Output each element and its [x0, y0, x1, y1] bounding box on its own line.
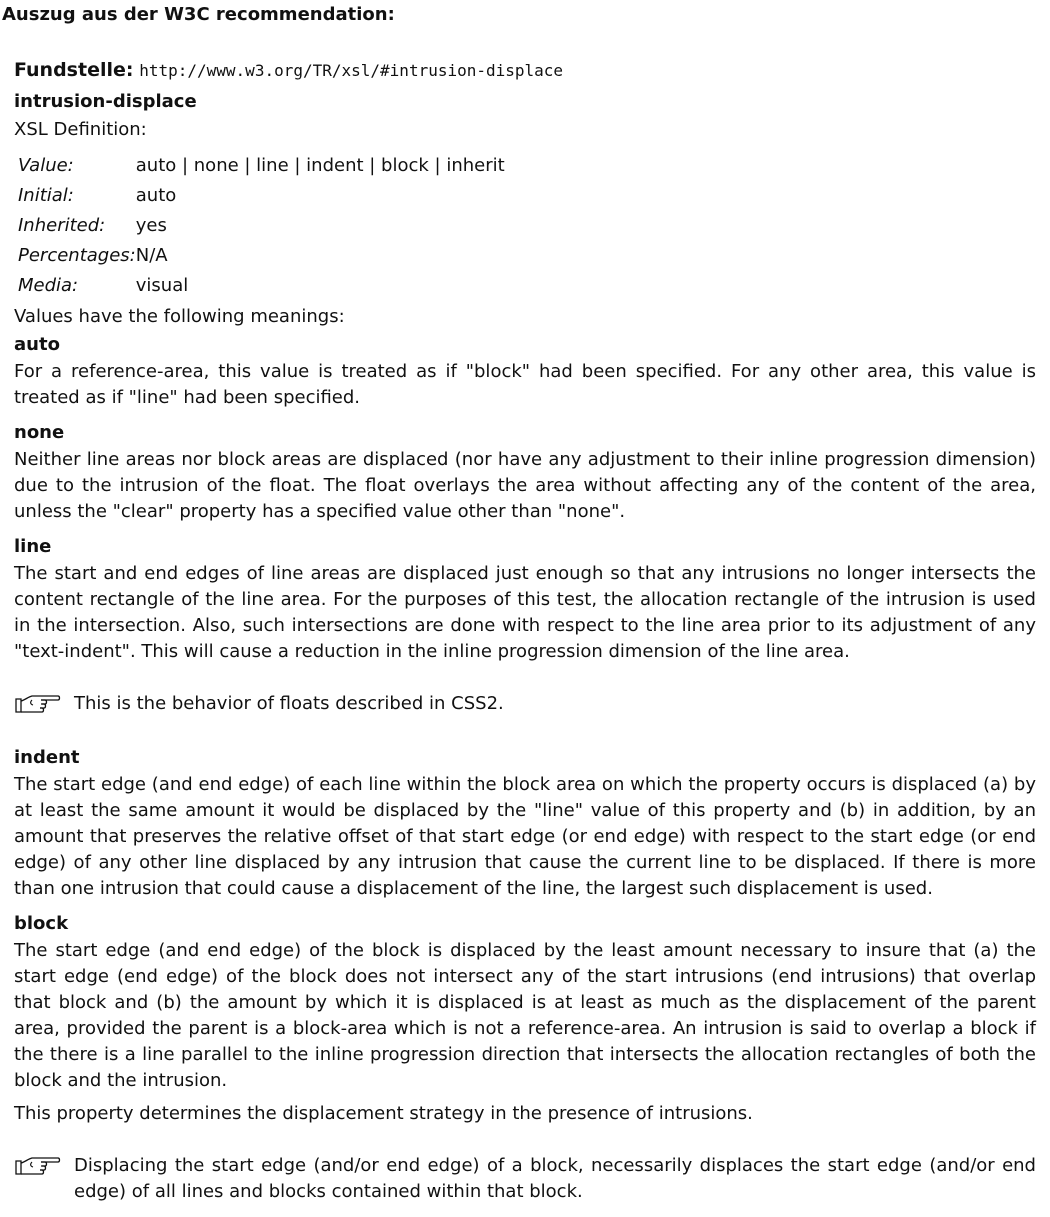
- definition-row-percentages: [18, 241, 505, 271]
- source-reference: [14, 55, 1036, 85]
- definition-row-media: [18, 271, 505, 301]
- definition-table: [18, 151, 505, 301]
- final-note: [14, 1153, 1036, 1205]
- page-heading: Auszug aus der W3C recommendation:: [2, 4, 395, 25]
- definition-row-inherited: [18, 211, 505, 241]
- meanings-intro: Values have the following meanings:: [14, 306, 345, 327]
- definition-value: auto | none | line | indent | block | inherit: [135, 155, 505, 176]
- value-term-line: line: [14, 536, 52, 557]
- definition-row-value: [18, 151, 505, 181]
- definition-key: Value:: [18, 155, 74, 176]
- value-description-auto: For a reference-area, this value is treated as if "block" had been specified. For any other area, this value is treated as if "line" had been specified.: [14, 361, 1036, 408]
- definition-key: Inherited:: [18, 215, 106, 236]
- value-description-indent: The start edge (and end edge) of each line within the block area on which the property occurs is displaced (a) by at least the same amount it would be displaced by the "line" value of this property and (b) in addition, by an amount that preserves the relative offset of that start edge (or end edge) with respect to the start edge (or end edge) of any other line displaced by any intrusion that cause the current line to be displaced. If there is more than one intrusion that could cause a displacement of the line, the largest such displacement is used.: [14, 774, 1036, 899]
- source-label: Fundstelle:: [14, 59, 134, 81]
- note-line: [14, 691, 1036, 717]
- definition-key: Percentages:: [18, 245, 136, 266]
- value-term-auto: auto: [14, 334, 60, 355]
- definition-row-initial: [18, 181, 505, 211]
- summary-paragraph: This property determines the displacement strategy in the presence of intrusions.: [14, 1103, 753, 1124]
- value-description-block: The start edge (and end edge) of the block is displaced by the least amount necessary to insure that (a) the start edge (end edge) of the block does not intersect any of the start intrusions (end intrusions) that overlap that block and (b) the amount by which it is displaced is at least as much as the displacement of the parent area, provided the parent is a block-area which is not a reference-area. An intrusion is said to overlap a block if the there is a line parallel to the inline progression direction that intersects the allocation rectangles of both the block and the intrusion.: [14, 940, 1036, 1091]
- value-description-none: Neither line areas nor block areas are displaced (nor have any adjustment to their inline progression dimension) due to the intrusion of the float. The float overlays the area without affecting any of the content of the area, unless the "clear" property has a specified value other than "none".: [14, 449, 1036, 522]
- value-description-line: The start and end edges of line areas are displaced just enough so that any intrusions no longer intersects the content rectangle of the line area. For the purposes of this test, the allocation rectangle of the intrusion is used in the intersection. Also, such intersections are done with respect to the line area prior to its adjustment of any "text-indent". This will cause a reduction in the inline progression dimension of the line area.: [14, 563, 1036, 662]
- source-url: http://www.w3.org/TR/xsl/#intrusion-displace: [139, 61, 564, 80]
- definition-value: auto: [135, 185, 177, 206]
- definition-key: Initial:: [18, 185, 74, 206]
- note-text: Displacing the start edge (and/or end edge) of a block, necessarily displaces the start edge (and/or end edge) of all lines and blocks contained within that block.: [74, 1155, 1036, 1202]
- document-content: [0, 28, 1050, 1205]
- pointing-hand-icon: [14, 691, 74, 717]
- value-term-indent: indent: [14, 747, 80, 768]
- property-name: intrusion-displace: [14, 91, 197, 112]
- value-term-block: block: [14, 913, 69, 934]
- note-text: This is the behavior of floats described in CSS2.: [74, 693, 504, 714]
- xsl-definition-label: XSL Definition:: [14, 119, 147, 140]
- value-term-none: none: [14, 422, 65, 443]
- definition-value: yes: [135, 215, 167, 236]
- definition-value: N/A: [135, 245, 168, 266]
- definition-value: visual: [135, 275, 189, 296]
- definition-key: Media:: [18, 275, 79, 296]
- pointing-hand-icon: [14, 1153, 74, 1179]
